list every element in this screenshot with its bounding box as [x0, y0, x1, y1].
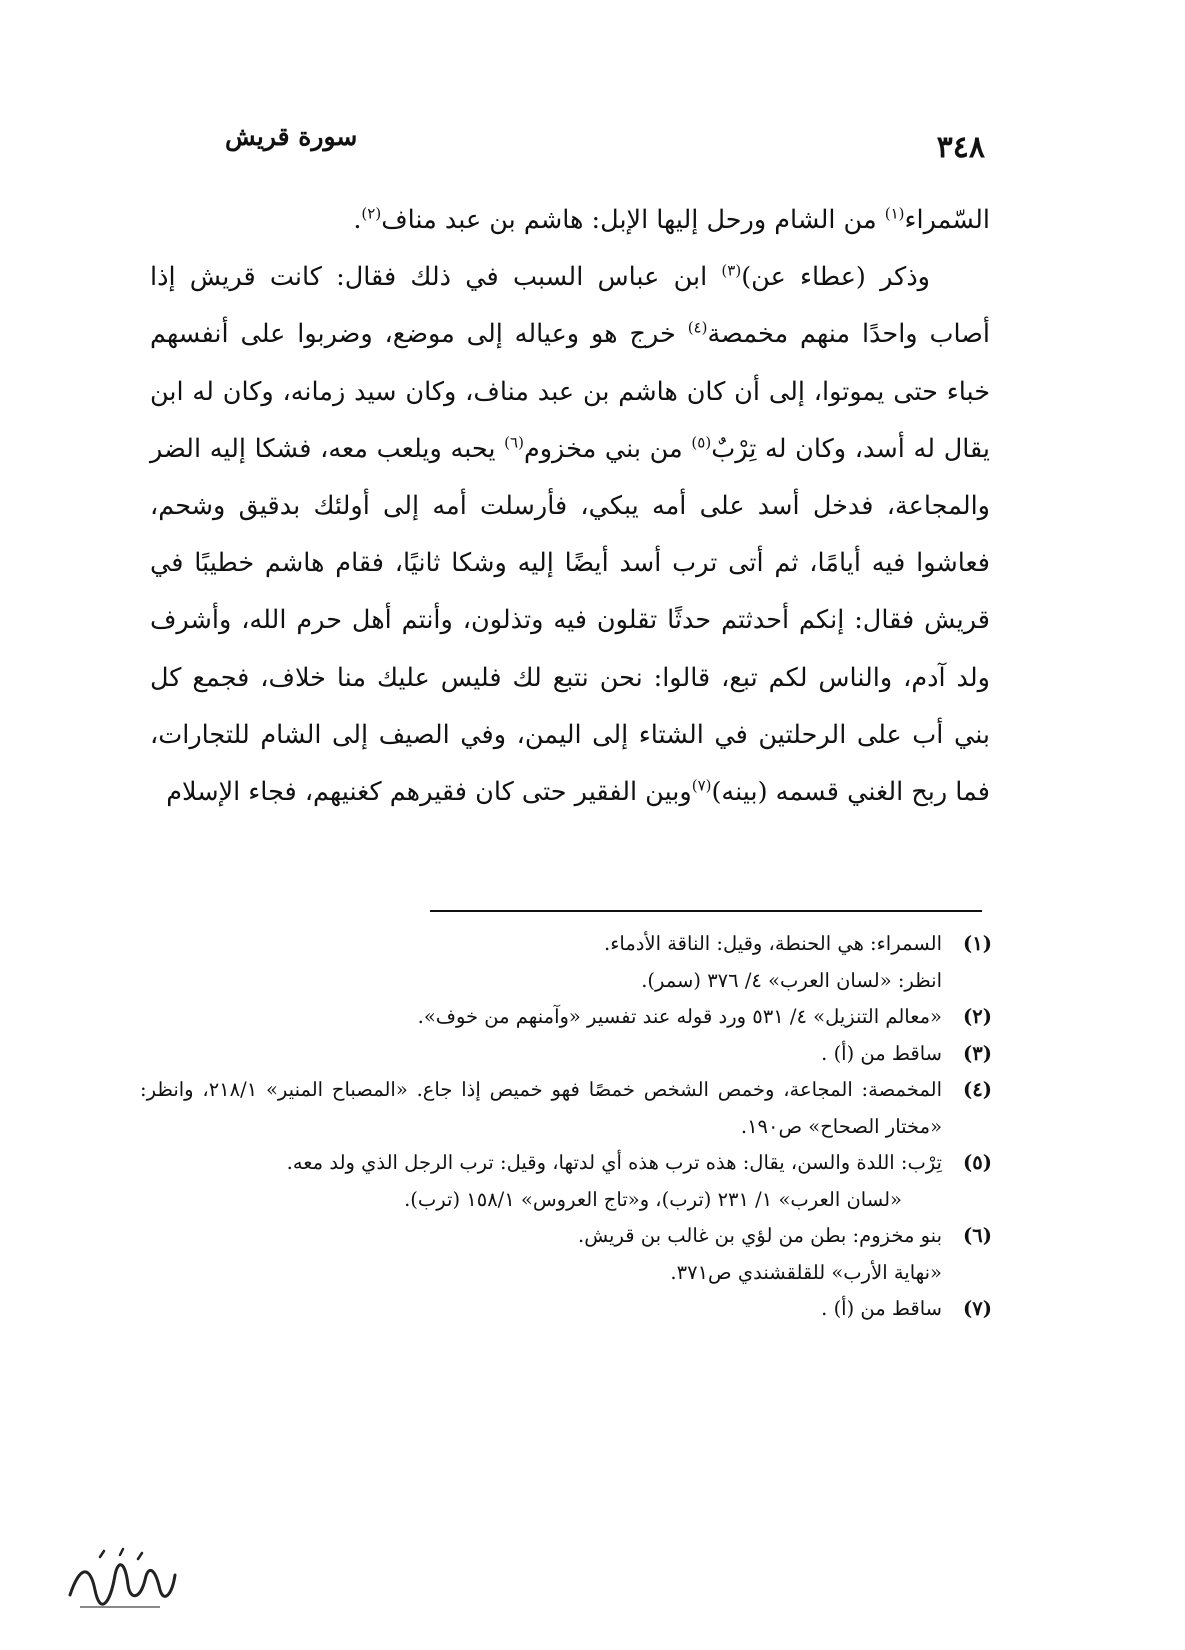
footnote-body — [140, 1036, 942, 1073]
page-header — [225, 122, 985, 165]
footnote-2 — [140, 999, 992, 1036]
text-run: وذكر (عطاء عن) — [741, 262, 930, 293]
footnote-ref-6[interactable]: (٦) — [504, 433, 524, 452]
text-run: السّمراء — [904, 205, 990, 235]
footnote-number: (٥) — [963, 1151, 992, 1174]
footnote-number: (٤) — [963, 1078, 992, 1101]
page-number: ٣٤٨ — [936, 130, 985, 165]
footnote-ref-2[interactable]: (٢) — [361, 204, 382, 223]
footnote-text: تِرْب: اللدة والسن، يقال: هذه ترب هذه أي لدتها، وقيل: ترب الرجل الذي ولد معه. — [286, 1151, 942, 1174]
text-run: يحبه ويلعب معه، فشكا إليه الضر والمجاعة، فدخل أسد على أمه يبكي، فأرسلت أمه إلى أولئك بدقيق وشحم، فعاشوا فيه أيامًا، ثم أتى ترب أسد أيضًا إليه وشكا ثانيًا، فقام هاشم خطيبًا في قريش فقال: إنكم أحدثتم حدثًا تقلون فيه وتذلون، وأنتم أهل حرم الله، وأشرف ولد آدم، والناس لكم تبع، قالوا: نحن نتبع لك فليس عليك منا خلاف، فجمع كل بني أب على الرحلتين في الشتاء إلى اليمن، وفي الصيف إلى الشام للتجارات، فما ربح الغني قسمه (بينه) — [150, 433, 990, 808]
footnote-body — [140, 1291, 942, 1328]
footnote-source: انظر: «لسان العرب» ٤/ ٣٧٦ (سمر). — [641, 968, 942, 992]
footnote-ref-4[interactable]: (٤) — [687, 318, 708, 337]
footnote-source: «نهاية الأرب» للقلقشندي ص٣٧١. — [670, 1260, 942, 1284]
footnote-number: (٢) — [963, 1005, 992, 1028]
footnote-separator — [430, 910, 982, 912]
footnote-5 — [140, 1145, 992, 1218]
footnotes — [140, 926, 992, 1328]
paragraph-1 — [150, 192, 990, 249]
footnote-body — [140, 999, 942, 1036]
text-run: ابن عباس السبب في ذلك فقال: كانت قريش إذا أصاب واحدًا منهم مخمصة — [150, 262, 990, 350]
main-text — [150, 192, 990, 821]
footnote-ref-5[interactable]: (٥) — [691, 433, 712, 452]
footnote-3 — [140, 1036, 992, 1073]
text-run: من بني مخزوم — [523, 433, 692, 464]
text-run: وبين الفقير حتى كان فقيرهم كغنيهم، فجاء الإسلام — [166, 777, 692, 808]
text-run: . — [353, 205, 362, 235]
footnote-text: ساقط من (أ) . — [821, 1041, 942, 1065]
footnote-source: «لسان العرب» ١/ ٢٣١ (ترب)، و«تاج العروس» ١٥٨/١ (ترب). — [404, 1187, 902, 1211]
footnote-number: (٣) — [963, 1041, 992, 1065]
footnote-text: المخمصة: المجاعة، وخمص الشخص خمصًا فهو خميص إذا جاع. «المصباح المنير» ٢١٨/١، وانظر: «مختار الصحاح» ص١٩٠. — [140, 1078, 942, 1138]
text-run: من الشام ورحل إليها الإبل: هاشم بن عبد مناف — [381, 205, 885, 235]
footnote-number: (٧) — [963, 1297, 992, 1320]
footnote-ref-3[interactable]: (٣) — [721, 261, 742, 280]
footnote-text: بنو مخزوم: بطن من لؤي بن غالب بن قريش. — [578, 1224, 942, 1247]
footnote-1 — [140, 926, 992, 999]
calligraphy-logo-icon — [60, 1545, 180, 1615]
paragraph-2 — [150, 249, 990, 821]
footnote-4 — [140, 1072, 992, 1145]
footnote-ref-1[interactable]: (١) — [884, 204, 905, 223]
footnote-body — [140, 1218, 942, 1291]
footnote-7 — [140, 1291, 992, 1328]
footnote-body — [140, 1072, 942, 1145]
footnote-text: «معالم التنزيل» ٤/ ٥٣١ ورد قوله عند تفسير «وآمنهم من خوف». — [417, 1005, 942, 1028]
footnote-body — [140, 1145, 942, 1218]
footnote-number: (٦) — [963, 1224, 992, 1247]
footnote-text: السمراء: هي الحنطة، وقيل: الناقة الأدماء. — [604, 932, 942, 955]
footnote-ref-7[interactable]: (٧) — [691, 776, 712, 795]
surah-title: سورة قريش — [225, 122, 358, 151]
footnote-6 — [140, 1218, 992, 1291]
footnote-body — [140, 926, 942, 999]
footnote-text: ساقط من (أ) . — [821, 1297, 942, 1320]
text-run: خرج هو وعياله إلى موضع، وضربوا على أنفسهم خباء حتى يموتوا، إلى أن كان هاشم بن عبد مناف، وكان سيد زمانه، وكان له ابن يقال له أسد، وكان له تِرْبٌ — [150, 319, 990, 464]
footnote-number: (١) — [963, 932, 992, 955]
